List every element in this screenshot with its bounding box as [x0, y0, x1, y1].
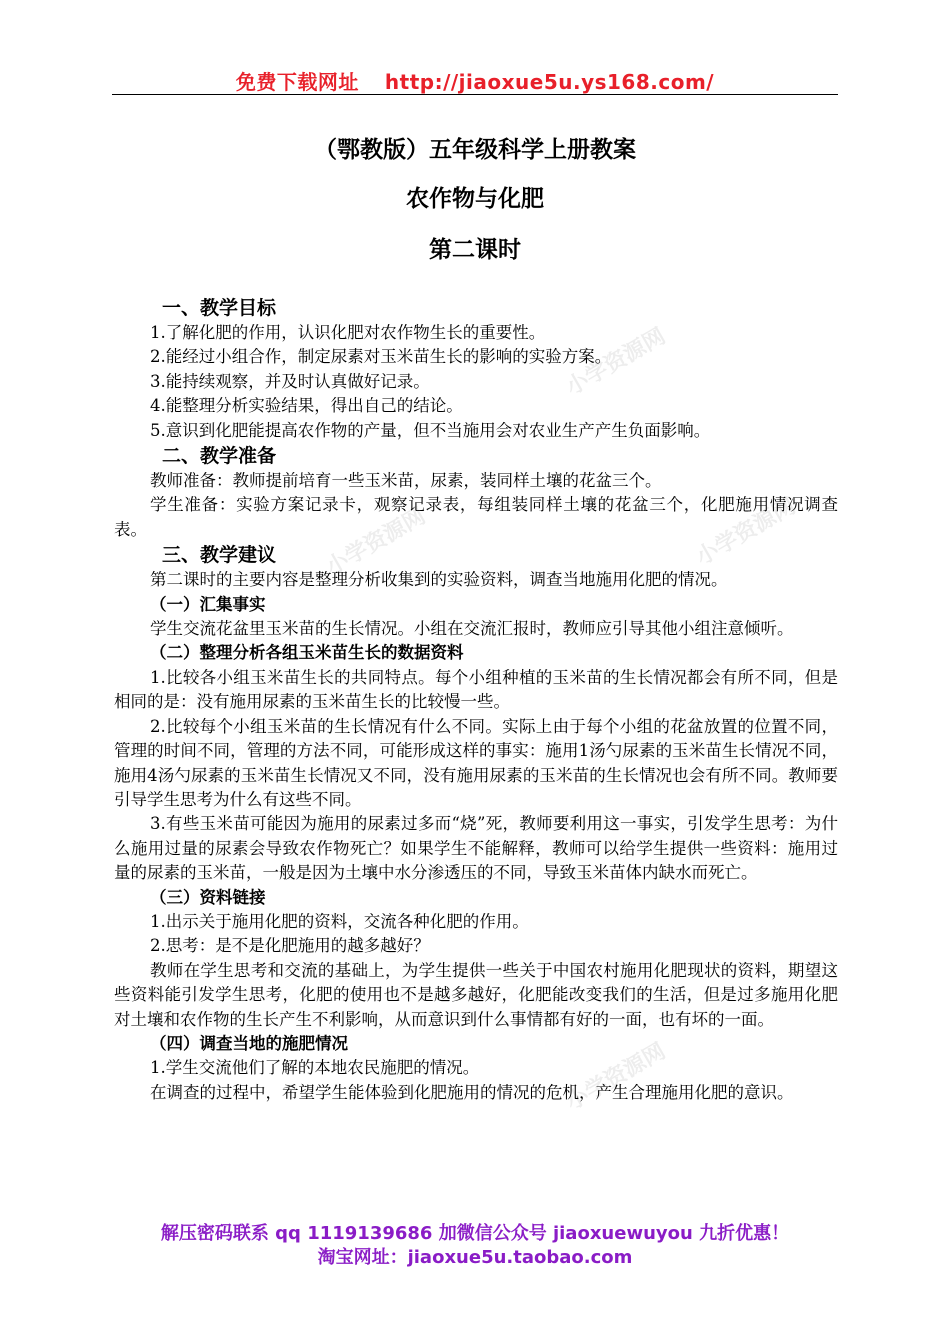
document-body	[114, 295, 838, 1105]
goal-item: 5.意识到化肥能提高农作物的产量，但不当施用会对农业生产产生负面影响。	[150, 420, 711, 440]
paragraph: 1.比较各小组玉米苗生长的共同特点。每个小组种植的玉米苗的生长情况都会有所不同，但是相同的是：没有施用尿素的玉米苗生长的比较慢一些。	[114, 667, 838, 712]
section-heading-goals: 一、教学目标	[162, 297, 277, 319]
paragraph: 2.思考：是不是化肥施用的越多越好？	[150, 936, 430, 956]
student-prep: 学生准备：实验方案记录卡，观察记录表，每组装同样土壤的花盆三个，化肥施用情况调查表。	[114, 495, 838, 539]
footer-shop-link[interactable]: 淘宝网址：jiaoxue5u.taobao.com	[317, 1247, 633, 1268]
document-title: （鄂教版）五年级科学上册教案	[314, 137, 636, 163]
paragraph: 3.有些玉米苗可能因为施用的尿素过多而“烧”死，教师要利用这一事实，引发学生思考：为什么施用过量的尿素会导致农作物死亡？如果学生不能解释，教师可以给学生提供一些资料：施用过量的尿素的玉米苗，一般是因为土壤中水分渗透压的不同，导致玉米苗体内缺水而死亡。	[114, 814, 838, 883]
section-heading-prep: 二、教学准备	[162, 445, 277, 468]
goal-item: 1.了解化肥的作用，认识化肥对农作物生长的重要性。	[150, 323, 546, 342]
watermark-logo: 小学资源网	[562, 1038, 670, 1116]
paragraph: 教师在学生思考和交流的基础上，为学生提供一些关于中国农村施用化肥现状的资料，期望这些资料能引发学生思考，化肥的使用也不是越多越好，化肥能改变我们的生活，但是过多施用化肥对土壤和农作物的生长产生不利影响，从而意识到什么事情都有好的一面，也有坏的一面。	[114, 960, 838, 1029]
goal-item: 4.能整理分析实验结果，得出自己的结论。	[150, 396, 463, 416]
advice-intro: 第二课时的主要内容是整理分析收集到的实验资料，调查当地施用化肥的情况。	[150, 570, 728, 590]
free-download-header	[0, 66, 950, 95]
subsection-heading-3: （三）资料链接	[150, 887, 266, 907]
teacher-prep: 教师准备：教师提前培育一些玉米苗，尿素，装同样土壤的花盆三个。	[150, 471, 662, 491]
watermark-logo: 小学资源网	[562, 323, 670, 401]
lesson-title: 农作物与化肥	[406, 186, 544, 212]
footer-contact: 解压密码联系 qq 1119139686 加微信公众号 jiaoxuewuyou 九折优惠！	[160, 1223, 790, 1244]
goal-item: 3.能持续观察，并及时认真做好记录。	[150, 371, 430, 391]
section-heading-advice: 三、教学建议	[162, 544, 277, 567]
header-url-link[interactable]: http://jiaoxue5u.ys168.com/	[384, 70, 715, 94]
watermark-logo: 小学资源网	[692, 493, 800, 571]
subsection-heading-4: （四）调查当地的施肥情况	[150, 1033, 348, 1053]
paragraph: 1.出示关于施用化肥的资料，交流各种化肥的作用。	[150, 911, 529, 931]
paragraph: 在调查的过程中，希望学生能体验到化肥施用的情况的危机，产生合理施用化肥的意识。	[150, 1082, 794, 1102]
paragraph: 2.比较每个小组玉米苗的生长情况有什么不同。实际上由于每个小组的花盆放置的位置不同，管理的时间不同，管理的方法不同，可能形成这样的事实：施用1汤勺尿素的玉米苗生长情况不同，施用4汤勺尿素的玉米苗生长情况又不同，没有施用尿素的玉米苗的生长情况也会有所不同。教师要引导学生思考为什么有这些不同。	[114, 716, 838, 809]
header-label: 免费下载网址	[235, 70, 359, 94]
header-divider	[112, 94, 838, 95]
paragraph: 1.学生交流他们了解的本地农民施肥的情况。	[150, 1058, 480, 1078]
subsection-heading-1: （一）汇集事实	[150, 594, 266, 614]
paragraph: 学生交流花盆里玉米苗的生长情况。小组在交流汇报时，教师应引导其他小组注意倾听。	[150, 619, 794, 639]
goal-item: 2.能经过小组合作，制定尿素对玉米苗生长的影响的实验方案。	[150, 347, 612, 367]
subsection-heading-2: （二）整理分析各组玉米苗生长的数据资料	[150, 643, 464, 663]
period-title: 第二课时	[429, 237, 521, 263]
watermark-logo: 小学资源网	[322, 503, 430, 581]
